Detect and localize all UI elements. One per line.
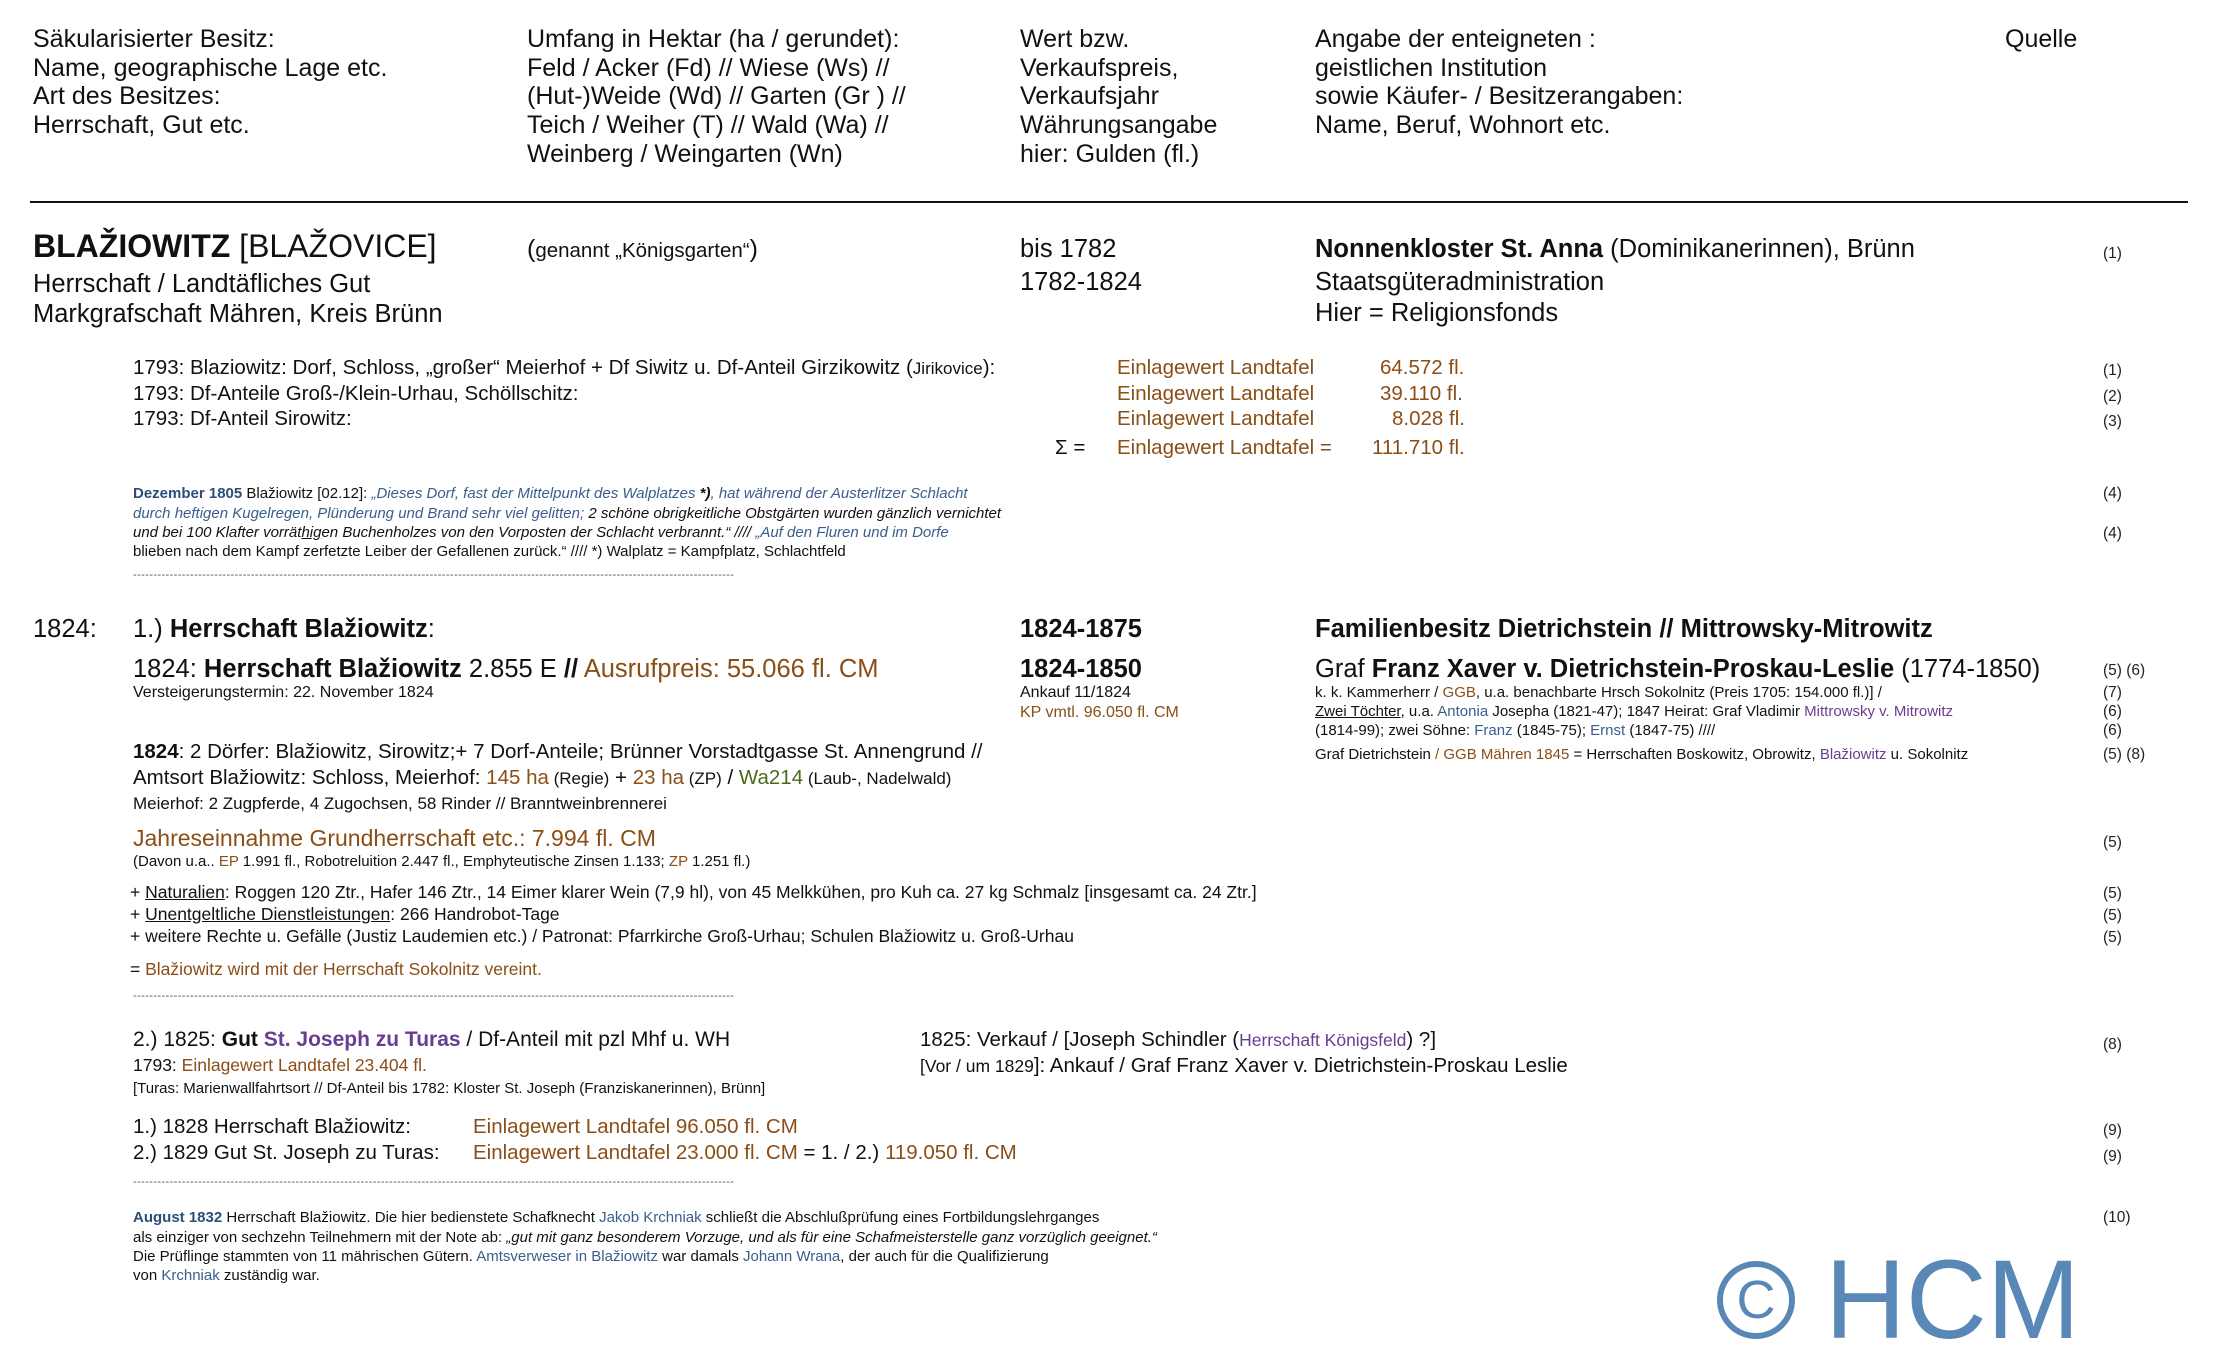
title-name: BLAŽIOWITZ bbox=[33, 228, 231, 264]
detail-text: (1845-75); bbox=[1512, 722, 1591, 739]
detail-text: Antonia bbox=[1437, 703, 1489, 720]
sale-text: ) ?] bbox=[1406, 1028, 1437, 1051]
village-text: (ZP) bbox=[684, 769, 722, 788]
heading-name: Gut bbox=[221, 1028, 264, 1051]
village-text: (Regie) bbox=[548, 769, 610, 788]
source-ref: (5) bbox=[2103, 885, 2122, 902]
source-ref: (5) (6) bbox=[2103, 662, 2146, 679]
dashed-separator: ---------------------------------------------------------------------------------------------------------------------------------------------------- bbox=[133, 569, 735, 581]
title-subtitle: Markgrafschaft Mähren, Kreis Brünn bbox=[33, 300, 443, 328]
note-date: August 1832 bbox=[133, 1209, 223, 1226]
value-amount: Einlagewert Landtafel 23.404 fl. bbox=[181, 1055, 427, 1075]
period-text: 1824-1850 bbox=[1020, 655, 1142, 683]
detail-underline: Naturalien bbox=[145, 882, 225, 902]
sum-value: 119.050 fl. CM bbox=[884, 1141, 1017, 1164]
naturalien-line bbox=[130, 882, 1257, 903]
sale-text: Herrschaft Königsfeld bbox=[1239, 1030, 1407, 1050]
note-text: Herrschaft Blažiowitz. Die hier bedienstete Schafknecht bbox=[222, 1209, 600, 1226]
village-text: + bbox=[609, 766, 633, 789]
section-heading bbox=[133, 613, 435, 645]
sale-line bbox=[920, 1027, 1436, 1053]
source-ref: (5) (8) bbox=[2103, 746, 2146, 763]
value-label: Einlagewert Landtafel bbox=[1117, 407, 1315, 430]
owner-detail bbox=[1315, 702, 1953, 722]
header-text: Angabe der enteigneten : bbox=[1315, 25, 1596, 53]
detail-text: Mittrowsky v. Mitrowitz bbox=[1804, 703, 1954, 720]
detail-text: Blažiowitz bbox=[1819, 746, 1887, 763]
header-text: Verkaufspreis, bbox=[1020, 53, 1179, 82]
note-quote: durch heftigen Kugelregen, Plünderung und Brand sehr viel gelitten; bbox=[133, 505, 585, 522]
dienst-line bbox=[130, 904, 560, 925]
owner-years: (1774-1850) bbox=[1894, 655, 2041, 683]
header-text: hier: Gulden (fl.) bbox=[1020, 139, 1200, 168]
note-text: schließt die Abschlußprüfung eines Fortbildungslehrganges bbox=[701, 1209, 1100, 1226]
landtafel-row: 1793: Df-Anteile Groß-/Klein-Urhau, Schöllschitz: bbox=[133, 382, 579, 405]
note-1832-line bbox=[133, 1208, 1099, 1228]
note-1832-line bbox=[133, 1266, 320, 1286]
dashed-separator: ---------------------------------------------------------------------------------------------------------------------------------------------------- bbox=[133, 990, 735, 1002]
turas-value bbox=[133, 1055, 427, 1076]
row-text: ): bbox=[982, 356, 996, 379]
note-1805-line bbox=[133, 484, 968, 504]
merge-line bbox=[130, 959, 542, 980]
heading-colon: : bbox=[427, 615, 435, 643]
note-1832-line bbox=[133, 1228, 1157, 1248]
header-text: Währungsangabe bbox=[1020, 111, 1218, 140]
village-text: Amtsort Blažiowitz: Schloss, Meierhof: bbox=[133, 766, 487, 789]
detail-text: k. k. Kammerherr / bbox=[1315, 684, 1443, 701]
detail-text: ZP bbox=[668, 853, 688, 870]
header-col-area bbox=[527, 25, 906, 169]
note-quote: , hat während der Austerlitzer Schlacht bbox=[710, 485, 968, 502]
header-text: Name, geographische Lage etc. bbox=[33, 53, 388, 82]
source-ref: (1) bbox=[2103, 245, 2122, 262]
header-text: Feld / Acker (Fd) // Wiese (Ws) // bbox=[527, 53, 890, 82]
area-value: 23 ha bbox=[632, 766, 685, 789]
landtafel-row: 1793: Df-Anteil Sirowitz: bbox=[133, 407, 352, 430]
detail-text: , u.a. benachbarte Hrsch Sokolnitz (Preis 1705: 154.000 fl.)] / bbox=[1475, 684, 1882, 701]
owner-name: Nonnenkloster St. Anna bbox=[1315, 235, 1604, 263]
village-line bbox=[133, 739, 982, 765]
merge-text: Blažiowitz wird mit der Herrschaft Sokolnitz vereint. bbox=[145, 959, 542, 979]
header-text: Umfang in Hektar (ha / gerundet): bbox=[527, 25, 900, 53]
detail-text: u. Sokolnitz bbox=[1886, 746, 1969, 763]
note-text: als einziger von sechzehn Teilnehmern mit der Note ab: bbox=[133, 1229, 507, 1246]
detail-text: / GGB Mähren 1845 bbox=[1435, 746, 1570, 763]
total-line-value: Einlagewert Landtafel 96.050 fl. CM bbox=[473, 1115, 798, 1138]
row-text-small: Jirikovice bbox=[912, 359, 983, 378]
owner-detail: (Dominikanerinnen), Brünn bbox=[1603, 235, 1915, 263]
dashed-separator: ---------------------------------------------------------------------------------------------------------------------------------------------------- bbox=[133, 1176, 735, 1188]
note-name: Amtsverweser in Blažiowitz bbox=[476, 1248, 658, 1265]
owner-detail bbox=[1315, 683, 1882, 703]
header-text: Weinberg / Weingarten (Wn) bbox=[527, 139, 843, 168]
estate-subheading bbox=[133, 653, 879, 685]
value-amount: 39.110 fl. bbox=[1380, 382, 1463, 405]
note-text: von bbox=[133, 1267, 162, 1284]
header-text: Herrschaft, Gut etc. bbox=[33, 111, 250, 140]
owner-line bbox=[1315, 233, 1915, 265]
detail-text: : 266 Handrobot-Tage bbox=[390, 904, 560, 924]
source-ref: (4) bbox=[2103, 525, 2122, 542]
sum-text: = 1. / 2.) bbox=[797, 1141, 885, 1164]
row-text: 1793: Blaziowitz: Dorf, Schloss, „großer“ Meierhof + Df Siwitz u. Df-Anteil Girzikowitz ( bbox=[133, 356, 913, 379]
paren: ) bbox=[749, 235, 758, 263]
note-name: Jakob Krchniak bbox=[599, 1209, 702, 1226]
source-ref: (6) bbox=[2103, 703, 2122, 720]
header-text: Wert bzw. bbox=[1020, 25, 1130, 53]
village-year: 1824 bbox=[133, 740, 179, 763]
source-ref: (1) bbox=[2103, 362, 2122, 379]
title-alias bbox=[527, 235, 758, 264]
detail-text: : Roggen 120 Ztr., Hafer 146 Ztr., 14 Eimer klarer Wein (7,9 hl), von 45 Melkkühen, pro Kuh ca. 27 kg Schmalz [insgesamt ca. 24 Ztr.] bbox=[224, 882, 1257, 902]
heading-number: 1.) bbox=[133, 615, 170, 643]
source-ref: (5) bbox=[2103, 929, 2122, 946]
auction-date: Versteigerungstermin: 22. November 1824 bbox=[133, 684, 434, 701]
detail-text: EP bbox=[218, 853, 239, 870]
header-rule bbox=[30, 201, 2188, 203]
sub-separator: // bbox=[563, 655, 579, 683]
note-1832-line bbox=[133, 1247, 1049, 1267]
value-amount: Einlagewert Landtafel 23.000 fl. CM bbox=[473, 1141, 798, 1164]
owner-line: Hier = Religionsfonds bbox=[1315, 299, 1559, 327]
alias-text: genannt „Königsgarten“ bbox=[535, 239, 750, 262]
plus: + bbox=[130, 882, 146, 902]
header-text: Teich / Weiher (T) // Wald (Wa) // bbox=[527, 111, 889, 140]
detail-text: Franz bbox=[1474, 722, 1513, 739]
purchase-text: ]: Ankauf / Graf Franz Xaver v. Dietrichstein-Proskau Leslie bbox=[1033, 1054, 1568, 1077]
total-line-value bbox=[473, 1140, 1017, 1166]
source-ref: (5) bbox=[2103, 834, 2122, 851]
source-ref: (10) bbox=[2103, 1209, 2131, 1226]
note-quote: „gut mit ganz besonderem Vorzuge, und als für eine Schafmeisterstelle ganz vorzüglich geeignet.“ bbox=[506, 1229, 1157, 1246]
header-text: Säkularisierter Besitz: bbox=[33, 25, 275, 53]
value-label: Einlagewert Landtafel bbox=[1117, 382, 1315, 405]
period-text: 1782-1824 bbox=[1020, 268, 1142, 296]
detail-text: 1.251 fl.) bbox=[687, 853, 751, 870]
village-line: Meierhof: 2 Zugpferde, 4 Zugochsen, 58 Rinder // Branntweinbrennerei bbox=[133, 794, 667, 813]
note-1805-line bbox=[133, 504, 1001, 524]
rights-line: + weitere Rechte u. Gefälle (Justiz Laudemien etc.) / Patronat: Pfarrkirche Groß-Urhau; Schulen Blažiowitz u. Groß-Urhau bbox=[130, 926, 1074, 946]
value-year: 1793: bbox=[133, 1055, 182, 1075]
detail-text: = Herrschaften Boskowitz, Obrowitz, bbox=[1569, 746, 1820, 763]
heading-name: Herrschaft Blažiowitz bbox=[169, 615, 428, 643]
owner-title: Graf bbox=[1315, 655, 1372, 683]
note-text: zuständig war. bbox=[219, 1267, 320, 1284]
note-quote: en Buchenholzes von den Vorposten der Schlacht verbrannt.“ //// bbox=[321, 524, 756, 541]
title-name-czech: [BLAŽOVICE] bbox=[239, 228, 437, 264]
owner-name: Franz Xaver v. Dietrichstein-Proskau-Leslie bbox=[1371, 655, 1895, 683]
village-line bbox=[133, 765, 951, 792]
source-ref: (7) bbox=[2103, 684, 2122, 701]
section-year: 1824: bbox=[33, 615, 97, 643]
note-text: Blažiowitz [02.12]: bbox=[242, 485, 372, 502]
sum-symbol: Σ = bbox=[1055, 436, 1086, 459]
sub-price: Ausrufpreis: 55.066 fl. CM bbox=[578, 655, 879, 683]
page-title bbox=[33, 228, 437, 265]
owner-graf bbox=[1315, 653, 2040, 685]
header-text: (Hut-)Weide (Wd) // Garten (Gr ) // bbox=[527, 82, 906, 111]
purchase-note: Ankauf 11/1824 bbox=[1020, 684, 1131, 701]
period-text: 1824-1875 bbox=[1020, 615, 1142, 643]
family-heading: Familienbesitz Dietrichstein // Mittrowsky-Mitrowitz bbox=[1315, 615, 1933, 643]
purchase-line bbox=[920, 1053, 1568, 1079]
village-text: / bbox=[721, 766, 739, 789]
sale-text: 1825: Verkauf / [Joseph Schindler ( bbox=[920, 1028, 1240, 1051]
header-col-value bbox=[1020, 25, 1217, 169]
detail-underline: Unentgeltliche Dienstleistungen bbox=[145, 904, 391, 924]
purchase-text: 1829 bbox=[994, 1056, 1034, 1076]
copyright-watermark bbox=[1717, 1237, 2081, 1362]
detail-text: Josepha (1821-47); 1847 Heirat: Graf Vladimir bbox=[1488, 703, 1805, 720]
owner-detail bbox=[1315, 745, 1968, 765]
detail-text: Ernst bbox=[1590, 722, 1626, 739]
note-mark: *) bbox=[699, 485, 711, 502]
note-quote: und bei 100 Klafter vorrät bbox=[133, 524, 302, 541]
note-name: Krchniak bbox=[161, 1267, 220, 1284]
note-quote: 2 schöne obrigkeitliche Obstgärten wurden gänzlich vernichtet bbox=[584, 505, 1002, 522]
heading-number: 2.) 1825: bbox=[133, 1028, 222, 1051]
heading-name: St. Joseph zu Turas bbox=[263, 1028, 461, 1051]
total-line-label: 2.) 1829 Gut St. Joseph zu Turas: bbox=[133, 1141, 440, 1164]
period-text: bis 1782 bbox=[1020, 235, 1117, 263]
source-ref: (6) bbox=[2103, 722, 2122, 739]
header-col-property bbox=[33, 25, 387, 140]
source-ref: (2) bbox=[2103, 388, 2122, 405]
income-heading: Jahreseinnahme Grundherrschaft etc.: 7.994 fl. CM bbox=[133, 825, 656, 851]
note-quote: „Auf den Fluren und im Dorfe bbox=[755, 524, 949, 541]
source-ref: (4) bbox=[2103, 485, 2122, 502]
paren: ( bbox=[527, 235, 536, 263]
source-ref: (8) bbox=[2103, 1036, 2122, 1053]
header-text: Verkaufsjahr bbox=[1020, 82, 1159, 111]
title-subtitle: Herrschaft / Landtäfliches Gut bbox=[33, 270, 371, 298]
detail-text: (1847-75) //// bbox=[1625, 722, 1716, 739]
village-text: : 2 Dörfer: Blažiowitz, Sirowitz;+ 7 Dorf-Anteile; Brünner Vorstadtgasse St. Annengrund // bbox=[178, 740, 983, 763]
note-text: , der auch für die Qualifizierung bbox=[840, 1248, 1049, 1265]
section-heading bbox=[133, 1027, 730, 1053]
value-amount: 8.028 fl. bbox=[1392, 407, 1465, 430]
source-ref: (9) bbox=[2103, 1148, 2122, 1165]
landtafel-row bbox=[133, 355, 995, 382]
value-amount: 64.572 fl. bbox=[1380, 356, 1465, 379]
note-text: Die Prüflinge stammten von 11 mährischen Gütern. bbox=[133, 1248, 477, 1265]
sub-name: Herrschaft Blažiowitz bbox=[203, 655, 462, 683]
sum-value: 111.710 fl. bbox=[1372, 436, 1465, 459]
header-col-source: Quelle bbox=[2005, 25, 2078, 53]
detail-text: (Davon u.a.. bbox=[133, 853, 219, 870]
owner-line: Staatsgüteradministration bbox=[1315, 268, 1605, 296]
area-value: Wa214 bbox=[738, 766, 804, 789]
header-text: geistlichen Institution bbox=[1315, 53, 1548, 82]
note-underline: hig bbox=[301, 524, 322, 541]
note-name: Johann Wrana bbox=[742, 1248, 841, 1265]
note-1805-line: blieben nach dem Kampf zerfetzte Leiber der Gefallenen zurück.“ //// *) Walplatz = Kampfplatz, Schlachtfeld bbox=[133, 543, 846, 560]
header-col-institution bbox=[1315, 25, 1683, 140]
village-text: (Laub-, Nadelwald) bbox=[803, 769, 952, 788]
sum-label: Einlagewert Landtafel = bbox=[1117, 436, 1332, 459]
value-label: Einlagewert Landtafel bbox=[1117, 356, 1315, 379]
turas-note: [Turas: Marienwallfahrtsort // Df-Anteil bis 1782: Kloster St. Joseph (Franziskanerinnen), Brünn] bbox=[133, 1080, 766, 1097]
income-detail bbox=[133, 852, 750, 872]
note-text: war damals bbox=[657, 1248, 743, 1265]
detail-text: (1814-99); zwei Söhne: bbox=[1315, 722, 1475, 739]
header-text: Art des Besitzes: bbox=[33, 82, 221, 111]
source-ref: (9) bbox=[2103, 1122, 2122, 1139]
source-ref: (3) bbox=[2103, 413, 2122, 430]
detail-text: Graf Dietrichstein bbox=[1315, 746, 1436, 763]
owner-detail bbox=[1315, 721, 1715, 741]
header-text: sowie Käufer- / Besitzerangaben: bbox=[1315, 82, 1684, 111]
plus: + bbox=[130, 904, 146, 924]
copyright-icon: C bbox=[1717, 1261, 1795, 1339]
watermark-text: HCM bbox=[1825, 1237, 2081, 1362]
sub-year: 1824: bbox=[133, 655, 204, 683]
note-date: Dezember 1805 bbox=[133, 485, 243, 502]
note-quote: „Dieses Dorf, fast der Mittelpunkt des Walplatzes bbox=[371, 485, 700, 502]
heading-detail: / Df-Anteil mit pzl Mhf u. WH bbox=[460, 1028, 731, 1051]
header-text: Name, Beruf, Wohnort etc. bbox=[1315, 111, 1611, 140]
area-value: 145 ha bbox=[486, 766, 549, 789]
total-line-label: 1.) 1828 Herrschaft Blažiowitz: bbox=[133, 1115, 412, 1138]
detail-underline: Zwei Töchter bbox=[1315, 703, 1401, 720]
note-1805-line bbox=[133, 523, 949, 543]
source-ref: (5) bbox=[2103, 907, 2122, 924]
detail-text: GGB bbox=[1442, 684, 1476, 701]
detail-text: 1.991 fl., Robotreluition 2.447 fl., Emphyteutische Zinsen 1.133; bbox=[238, 853, 669, 870]
purchase-price: KP vmtl. 96.050 fl. CM bbox=[1020, 704, 1179, 721]
equals: = bbox=[130, 959, 146, 979]
purchase-text: [Vor / um bbox=[920, 1056, 995, 1076]
detail-text: , u.a. bbox=[1400, 703, 1438, 720]
sub-area: 2.855 E bbox=[461, 655, 564, 683]
